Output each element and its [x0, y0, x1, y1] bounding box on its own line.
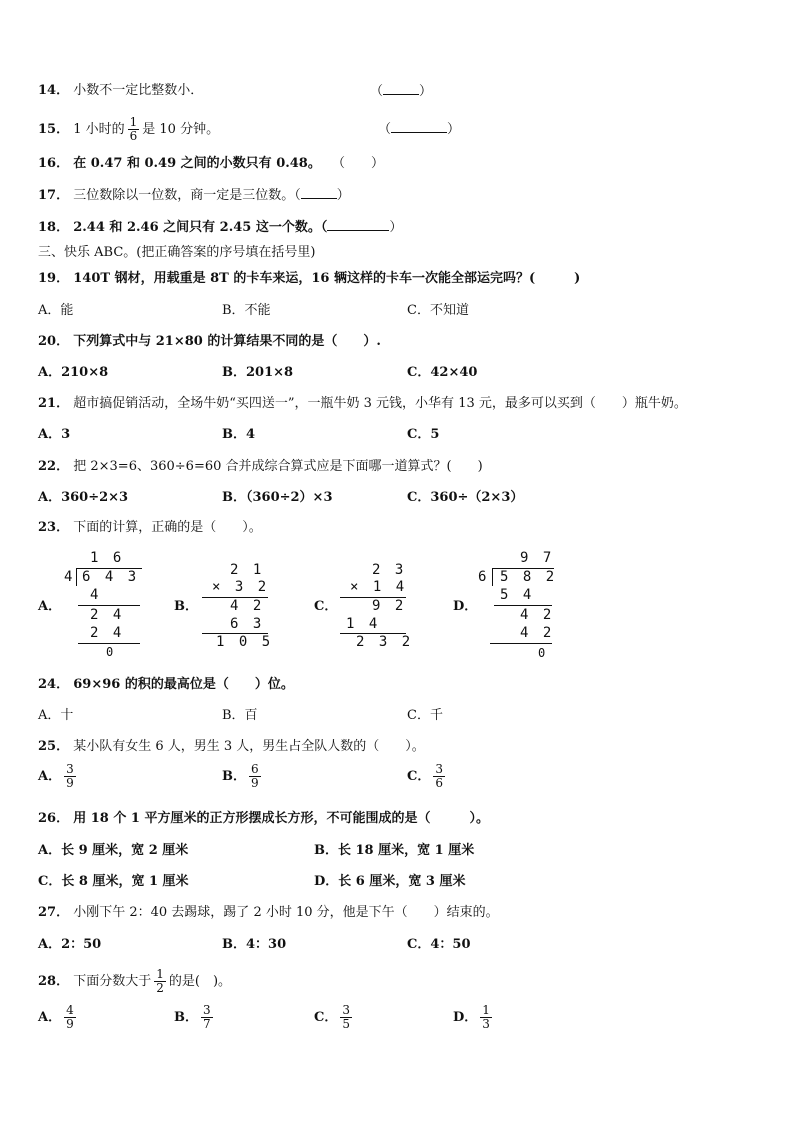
- option-a[interactable]: A．长 9 厘米，宽 2 厘米: [38, 843, 189, 858]
- partial-product-2: 1 4: [346, 616, 381, 632]
- option-label: A．: [38, 769, 62, 784]
- division-bracket: [492, 568, 493, 586]
- option-c[interactable]: C．长 8 厘米，宽 1 厘米: [38, 874, 189, 889]
- numerator: 1: [156, 967, 164, 981]
- option-b[interactable]: B．不能: [222, 303, 271, 318]
- remainder-1: 4 2: [520, 607, 555, 623]
- question-15: [38, 116, 219, 143]
- option-c[interactable]: C．360÷（2×3）: [407, 490, 524, 505]
- option-d-label[interactable]: D．: [453, 599, 478, 614]
- partial-product-1: 4 2: [230, 598, 265, 614]
- fraction: [249, 763, 261, 790]
- division-bracket: [76, 568, 77, 586]
- divisor: 6: [478, 569, 490, 585]
- question-text: 小刚下午 2：40 去踢球，踢了 2 小时 10 分，他是下午（ ）结束的。: [73, 905, 499, 920]
- option-c[interactable]: C．5: [407, 427, 440, 442]
- dividend: 5 8 2: [500, 569, 558, 585]
- denominator: 6: [129, 129, 138, 143]
- question-21: [38, 395, 687, 413]
- option-a[interactable]: A．3: [38, 427, 71, 442]
- multiplicand: 2 3: [372, 562, 407, 578]
- numerator: 3: [66, 762, 74, 776]
- option-d[interactable]: [453, 1004, 495, 1031]
- option-b[interactable]: B．4：30: [222, 937, 287, 952]
- subtract-2: 4 2: [520, 625, 555, 641]
- option-b[interactable]: B．（360÷2）×3: [222, 490, 333, 505]
- question-26: [38, 810, 489, 828]
- option-label: C．: [407, 769, 431, 784]
- question-text: 下面的计算，正确的是（ ）。: [73, 520, 262, 535]
- question-20: [38, 333, 381, 351]
- answer-blank[interactable]: [383, 82, 419, 95]
- right-paren: ）: [389, 220, 403, 235]
- quotient: 1 6: [90, 550, 125, 566]
- numerator: 1: [129, 115, 138, 129]
- question-number: 26．: [38, 811, 70, 826]
- option-b[interactable]: [174, 1004, 216, 1031]
- denominator: 5: [342, 1017, 350, 1031]
- multiplicand: 2 1: [230, 562, 265, 578]
- option-b[interactable]: B．百: [222, 708, 258, 723]
- option-a[interactable]: A．2：50: [38, 937, 102, 952]
- question-text: 超市搞促销活动，全场牛奶“买四送一”，一瓶牛奶 3 元钱，小华有 13 元，最多可以买到（ ）瓶牛奶。: [73, 396, 687, 411]
- answer-paren-15: [378, 120, 460, 139]
- question-number: 27．: [38, 905, 70, 920]
- question-14: [38, 82, 203, 100]
- question-number: 22．: [38, 459, 70, 474]
- right-paren: ）: [419, 84, 433, 99]
- multiplier: × 3 2: [212, 579, 270, 595]
- option-b[interactable]: B．4: [222, 427, 256, 442]
- question-number: 23．: [38, 520, 70, 535]
- question-27: [38, 904, 499, 922]
- question-text: 在 0.47 和 0.49 之间的小数只有 0.48。: [73, 156, 321, 171]
- question-number: 25．: [38, 739, 70, 754]
- question-number: 20．: [38, 334, 70, 349]
- denominator: 6: [435, 776, 443, 790]
- question-19: [38, 270, 580, 288]
- question-text-pre: 下面分数大于: [73, 974, 152, 989]
- option-a[interactable]: A．能: [38, 303, 74, 318]
- numerator: 6: [251, 762, 259, 776]
- question-text: 小数不一定比整数小．: [73, 83, 204, 98]
- question-text-post: 的是( )。: [168, 974, 232, 989]
- rule: [490, 643, 552, 644]
- divisor: 4: [64, 569, 76, 585]
- question-16: [38, 155, 321, 173]
- answer-paren-16[interactable]: （ ）: [332, 156, 385, 171]
- option-label: D．: [453, 1010, 478, 1025]
- question-number: 28．: [38, 974, 70, 989]
- option-a[interactable]: A．360÷2×3: [38, 490, 129, 505]
- long-division-a: [60, 550, 150, 660]
- fraction: [128, 116, 140, 143]
- option-label: B．: [222, 769, 246, 784]
- numerator: 4: [66, 1003, 74, 1017]
- denominator: 9: [66, 776, 74, 790]
- denominator: 3: [482, 1017, 490, 1031]
- fraction: [64, 763, 76, 790]
- question-25: [38, 738, 425, 756]
- right-paren: ）: [447, 122, 461, 137]
- question-number: 19．: [38, 271, 70, 286]
- option-b[interactable]: B．长 18 厘米，宽 1 厘米: [314, 843, 475, 858]
- question-text: 三位数除以一位数，商一定是三位数。（: [73, 188, 301, 203]
- option-a[interactable]: [38, 1004, 79, 1031]
- answer-blank[interactable]: [327, 218, 389, 231]
- question-17: [38, 186, 350, 205]
- numerator: 3: [203, 1003, 211, 1017]
- answer-blank[interactable]: [391, 120, 447, 133]
- question-number: 24．: [38, 677, 70, 692]
- option-c[interactable]: [407, 763, 448, 790]
- question-text: 用 18 个 1 平方厘米的正方形摆成长方形，不可能围成的是（ ）。: [73, 811, 489, 826]
- denominator: 9: [251, 776, 259, 790]
- partial-product-1: 9 2: [372, 598, 407, 614]
- option-label: A．: [38, 1010, 62, 1025]
- left-paren: （: [378, 122, 392, 137]
- option-c[interactable]: [314, 1004, 355, 1031]
- option-a[interactable]: A．十: [38, 708, 74, 723]
- right-paren: ）: [336, 188, 350, 203]
- question-number: 21．: [38, 396, 70, 411]
- fraction: [340, 1004, 352, 1031]
- question-text: 2.44 和 2.46 之间只有 2.45 这一个数。（: [73, 220, 328, 235]
- option-a[interactable]: [38, 763, 79, 790]
- multiplication-c: [336, 562, 416, 652]
- question-text: 下列算式中与 21×80 的计算结果不同的是（ ）.: [73, 334, 381, 349]
- fraction: [201, 1004, 213, 1031]
- section-heading: 三、快乐 ABC。(把正确答案的序号填在括号里): [38, 245, 316, 260]
- numerator: 1: [482, 1003, 490, 1017]
- question-text: 某小队有女生 6 人，男生 3 人，男生占全队人数的（ ）。: [73, 739, 425, 754]
- fraction: [154, 968, 166, 995]
- question-18: [38, 218, 402, 237]
- question-28: [38, 968, 231, 995]
- fraction: [64, 1004, 76, 1031]
- subtract-1: 4: [90, 587, 102, 603]
- numerator: 3: [435, 762, 443, 776]
- denominator: 9: [66, 1017, 74, 1031]
- long-division-d: [474, 550, 560, 662]
- numerator: 3: [342, 1003, 350, 1017]
- option-c[interactable]: C．千: [407, 708, 443, 723]
- option-d[interactable]: D．长 6 厘米，宽 3 厘米: [314, 874, 466, 889]
- question-number: 18．: [38, 220, 70, 235]
- question-number: 15．: [38, 122, 70, 137]
- question-text: 140T 钢材，用载重是 8T 的卡车来运，16 辆这样的卡车一次能全部运完吗？( ): [73, 271, 581, 286]
- question-number: 17．: [38, 188, 70, 203]
- left-paren: （: [370, 84, 384, 99]
- partial-product-2: 6 3: [230, 616, 265, 632]
- question-number: 16．: [38, 156, 70, 171]
- answer-blank[interactable]: [301, 186, 337, 199]
- multiplier: × 1 4: [350, 579, 408, 595]
- question-number: 14．: [38, 83, 70, 98]
- question-22: [38, 458, 483, 476]
- option-c[interactable]: C．4：50: [407, 937, 471, 952]
- denominator: 7: [203, 1017, 211, 1031]
- remainder-2: 0: [538, 646, 549, 660]
- option-b[interactable]: [222, 763, 264, 790]
- question-text: 69×96 的积的最高位是（ ）位。: [73, 677, 294, 692]
- rule: [494, 605, 552, 606]
- option-a-label[interactable]: A．: [38, 599, 62, 614]
- dividend: 6 4 3: [82, 569, 140, 585]
- question-text-pre: 1 小时的: [73, 122, 125, 137]
- product: 2 3 2: [356, 634, 414, 650]
- option-a[interactable]: A．210×8: [38, 365, 109, 380]
- option-c[interactable]: C．不知道: [407, 303, 469, 318]
- product: 1 0 5: [216, 634, 274, 650]
- rule: [78, 605, 140, 606]
- fraction: [480, 1004, 492, 1031]
- subtract-1: 5 4: [500, 587, 535, 603]
- remainder-2: 0: [106, 645, 117, 659]
- quotient: 9 7: [520, 550, 555, 566]
- fraction: [433, 763, 445, 790]
- option-label: C．: [314, 1010, 338, 1025]
- answer-paren-14: [370, 82, 432, 101]
- question-text-post: 是 10 分钟。: [142, 122, 220, 137]
- subtract-2: 2 4: [90, 625, 125, 641]
- question-23: [38, 519, 262, 537]
- multiplication-b: [196, 562, 276, 652]
- option-c[interactable]: C．42×40: [407, 365, 478, 380]
- option-label: B．: [174, 1010, 198, 1025]
- remainder-1: 2 4: [90, 607, 125, 623]
- option-b[interactable]: B．201×8: [222, 365, 294, 380]
- option-c-label[interactable]: C．: [314, 599, 338, 614]
- question-text: 把 2×3=6、360÷6=60 合并成综合算式应是下面哪一道算式？( ): [73, 459, 483, 474]
- denominator: 2: [156, 981, 164, 995]
- option-b-label[interactable]: B．: [174, 599, 198, 614]
- question-24: [38, 676, 294, 694]
